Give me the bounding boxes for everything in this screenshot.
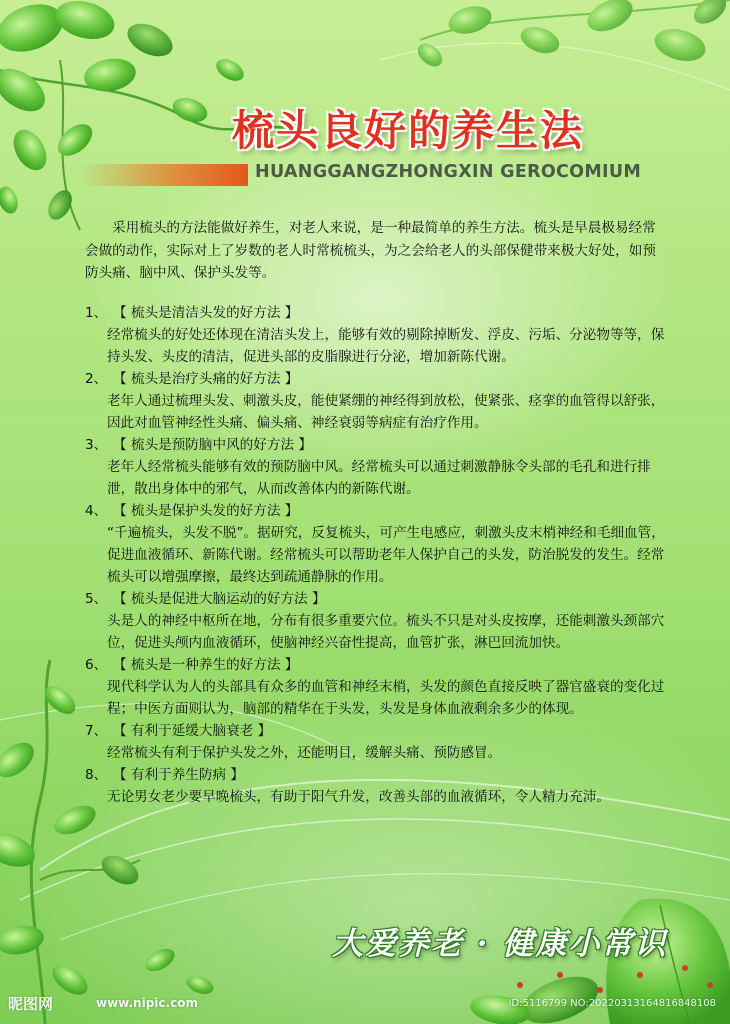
section-number: 5、 bbox=[85, 591, 108, 607]
accent-bar bbox=[80, 164, 248, 186]
section-body: 现代科学认为人的头部具有众多的血管和神经末梢，头发的颜色直接反映了器官盛衰的变化过程；中医方面则认为，脑部的精华在于头发，头发是身体血液剩余多少的体现。 bbox=[107, 679, 665, 717]
section-heading bbox=[85, 764, 675, 786]
section-body: 经常梳头有利于保护头发之外，还能明目，缓解头痛、预防感冒。 bbox=[107, 745, 502, 761]
section-heading-text: 【 有利于延缓大脑衰老 】 bbox=[113, 723, 272, 739]
section-number: 8、 bbox=[85, 767, 108, 783]
section-item bbox=[85, 654, 675, 720]
section-heading bbox=[85, 368, 675, 390]
section-item bbox=[85, 764, 675, 808]
section-list bbox=[85, 302, 675, 808]
section-heading-text: 【 梳头是清洁头发的好方法 】 bbox=[113, 305, 299, 321]
section-body: 头是人的神经中枢所在地，分布有很多重要穴位。梳头不只是对头皮按摩，还能刺激头颈部穴位，促进头颅内血液循环，使脑神经兴奋性提高，血管扩张，淋巴回流加快。 bbox=[107, 613, 665, 651]
section-item bbox=[85, 434, 675, 500]
section-item bbox=[85, 588, 675, 654]
section-body: 无论男女老少要早晚梳头，有助于阳气升发，改善头部的血液循环，令人精力充沛。 bbox=[107, 789, 610, 805]
page-subtitle: HUANGGANGZHONGXIN GEROCOMIUM bbox=[255, 162, 642, 182]
section-item bbox=[85, 368, 675, 434]
section-heading bbox=[85, 500, 675, 522]
section-number: 2、 bbox=[85, 371, 108, 387]
section-item bbox=[85, 302, 675, 368]
page-title: 梳头良好的养生法 bbox=[232, 106, 585, 155]
section-heading bbox=[85, 720, 675, 742]
watermark-url: www.nipic.com bbox=[96, 996, 198, 1010]
section-body: 老年人通过梳理头发、刺激头皮，能使紧绷的神经得到放松，使紧张、痉挛的血管得以舒张，因此对血管神经性头痛、偏头痛、神经衰弱等病症有治疗作用。 bbox=[107, 393, 665, 431]
section-number: 6、 bbox=[85, 657, 108, 673]
section-body: “千遍梳头，头发不脱”。据研究，反复梳头，可产生电感应，刺激头皮末梢神经和毛细血管，促进血液循环、新陈代谢。经常梳头可以帮助老年人保护自己的头发，防治脱发的发生。经常梳头可以增强摩擦，最终达到疏通静脉的作用。 bbox=[107, 525, 665, 585]
section-number: 3、 bbox=[85, 437, 108, 453]
section-heading-text: 【 有利于养生防病 】 bbox=[113, 767, 244, 783]
section-heading-text: 【 梳头是预防脑中风的好方法 】 bbox=[113, 437, 312, 453]
section-number: 1、 bbox=[85, 305, 108, 321]
section-number: 7、 bbox=[85, 723, 108, 739]
intro-paragraph: 采用梳头的方法能做好养生，对老人来说，是一种最简单的养生方法。梳头是早晨极易经常会做的动作，实际对上了岁数的老人时常梳梳头，为之会给老人的头部保健带来极大好处，如预防头痛、脑中风、保护头发等。 bbox=[85, 220, 656, 281]
section-heading bbox=[85, 588, 675, 610]
section-heading bbox=[85, 654, 675, 676]
section-item bbox=[85, 720, 675, 764]
section-item bbox=[85, 500, 675, 588]
section-number: 4、 bbox=[85, 503, 108, 519]
section-body: 经常梳头的好处还体现在清洁头发上，能够有效的剔除掉断发、浮皮、污垢、分泌物等等，保持头发、头皮的清洁，促进头部的皮脂腺进行分泌，增加新陈代谢。 bbox=[107, 327, 665, 365]
section-heading-text: 【 梳头是治疗头痛的好方法 】 bbox=[113, 371, 299, 387]
watermark-logo: 昵图网 bbox=[8, 995, 54, 1013]
section-heading-text: 【 梳头是保护头发的好方法 】 bbox=[113, 503, 299, 519]
section-body: 老年人经常梳头能够有效的预防脑中风。经常梳头可以通过刺激静脉令头部的毛孔和进行排泄，散出身体中的邪气，从而改善体内的新陈代谢。 bbox=[107, 459, 651, 497]
watermark-id: ID:5116799 NO:20220313164816848108 bbox=[508, 998, 716, 1009]
slogan: 大爱养老 · 健康小常识 bbox=[332, 926, 668, 962]
section-heading-text: 【 梳头是一种养生的好方法 】 bbox=[113, 657, 299, 673]
section-heading bbox=[85, 302, 675, 324]
leaf-vine-top-right-icon bbox=[413, 0, 730, 71]
section-heading-text: 【 梳头是促进大脑运动的好方法 】 bbox=[113, 591, 326, 607]
section-heading bbox=[85, 434, 675, 456]
